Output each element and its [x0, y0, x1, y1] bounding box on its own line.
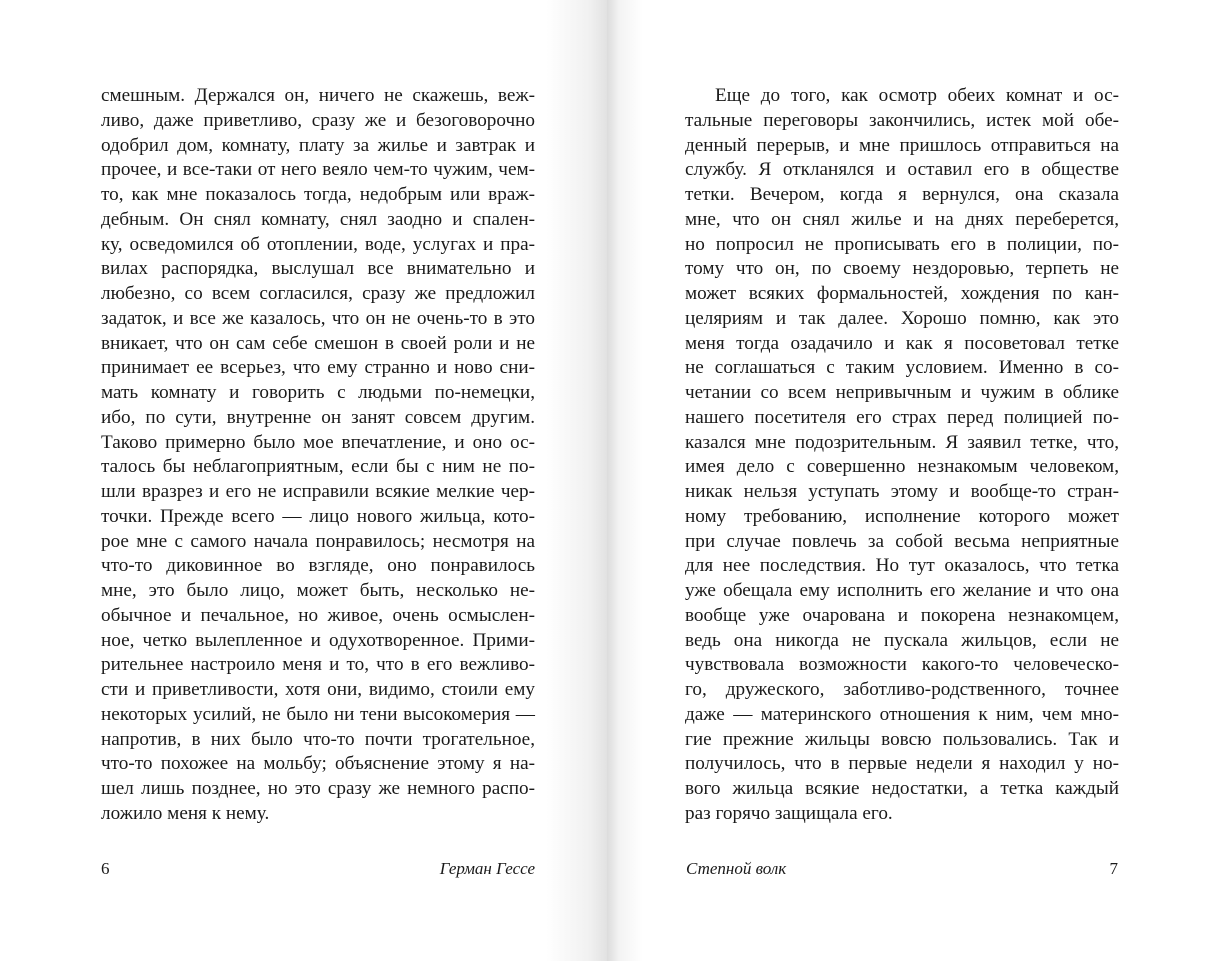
text-line: точки. Прежде всего — лицо нового жильца, кото- [101, 505, 535, 527]
text-line: четании со всем непривычным и чужим в облике [685, 382, 1119, 403]
text-line: смешным. Держался он, ничего не скажешь, веж- [101, 85, 535, 106]
right-page-body [685, 84, 1119, 827]
text-line: рое мне с самого начала понравилось; несмотря на [101, 530, 535, 552]
text-line: некоторых усилий, не было ни тени высокомерия — [101, 703, 535, 725]
text-line: мне, это было лицо, может быть, несколько не- [101, 580, 535, 601]
left-page-number: 6 [101, 859, 110, 878]
text-line: казался мне подозрительным. Я заявил тетке, что, [685, 431, 1119, 453]
text-line: при случае повлечь за собой весьма неприятные [685, 530, 1119, 552]
text-line: вообще уже очарована и покорена незнакомцем, [685, 604, 1119, 626]
text-line: мне, что он снял жилье и на днях переберется, [685, 208, 1119, 230]
text-line: что-то похожее на мольбу; объяснение этому я на- [101, 753, 535, 775]
text-line: для нее последствия. Но тут оказалось, что тетка [685, 555, 1119, 577]
text-line: получилось, что в первые недели я находил у но- [685, 753, 1119, 775]
text-line: тальные переговоры закончились, истек мой обе- [685, 109, 1119, 131]
text-line: нашего посетителя его страх перед полицией по- [685, 406, 1119, 428]
text-line: прочее, и все-таки от него веяло чем-то чужим, чем- [101, 159, 535, 181]
text-line: талось бы неблагоприятным, если бы с ним не по- [101, 456, 535, 478]
text-line: напротив, в них было что-то почти трогательное, [101, 728, 535, 750]
text-line: мать комнату и говорить с людьми по-немецки, [101, 382, 535, 403]
text-line: гие прежние жильцы вовсю пользовались. Так и [685, 728, 1119, 750]
text-line: обычное и печальное, но живое, очень осмыслен- [101, 604, 535, 626]
text-line: го, дружеского, заботливо-родственного, точнее [685, 679, 1119, 700]
text-line: принимает ее всерьез, что ему странно и ново сни- [101, 357, 535, 379]
text-line: тому что он, по своему нездоровью, терпеть не [685, 258, 1119, 280]
text-line: одобрил дом, комнату, плату за жилье и завтрак и [101, 134, 535, 156]
text-line: ливо, даже приветливо, сразу же и безоговорочно [101, 109, 535, 131]
text-line: раз горячо защищала его. [685, 802, 893, 824]
text-line: денный перерыв, и мне пришлось отправиться на [685, 134, 1119, 156]
text-line: не соглашаться с таким условием. Именно в со- [685, 357, 1119, 379]
text-line: имея дело с совершенно незнакомым человеком, [685, 456, 1119, 478]
text-line: но попросил не прописывать его в полиции, по- [685, 233, 1119, 255]
text-line: вого жильца всякие недостатки, а тетка каждый [685, 778, 1119, 799]
text-line: тетки. Вечером, когда я вернулся, она сказала [685, 184, 1119, 205]
text-line: может всяких формальностей, хождения по кан- [685, 283, 1119, 304]
text-line: Еще до того, как осмотр обеих комнат и ос- [715, 85, 1119, 106]
text-line: меня тогда озадачило и как я посоветовал тетке [685, 332, 1119, 354]
left-page-body [101, 84, 535, 827]
left-running-head: Герман Гессе [439, 859, 535, 878]
text-line: шел лишь позднее, но это сразу же немного распо- [101, 778, 535, 799]
text-line: никак нельзя уступать этому и вообще-то стран- [685, 481, 1119, 502]
text-line: ложило меня к нему. [101, 802, 270, 824]
text-line: сти и приветливости, хотя они, видимо, стоили ему [101, 679, 535, 700]
text-line: уже обещала ему исполнить его желание и что она [685, 580, 1119, 601]
text-line: что-то диковинное во взгляде, оно понравилось [101, 555, 535, 577]
right-page-number: 7 [1109, 859, 1118, 878]
text-line: вникает, что он сам себе смешон в своей роли и не [101, 332, 535, 354]
text-line: задаток, и все же казалось, что он не очень-то в это [101, 307, 535, 329]
text-line: чувствовала возможности какого-то человеческо- [685, 654, 1119, 676]
text-line: службу. Я откланялся и оставил его в обществе [685, 159, 1119, 181]
text-line: ибо, по сути, внутренне он занят совсем другим. [101, 406, 535, 428]
text-line: вилах распорядка, выслушал все внимательно и [101, 258, 535, 280]
text-line: дебным. Он снял комнату, снял заодно и спален- [101, 208, 535, 230]
text-line: ведь она никогда не пускала жильцов, если не [685, 629, 1119, 651]
text-line: то, как мне показалось тогда, недобрым или враж- [101, 184, 535, 205]
right-running-head: Степной волк [686, 859, 787, 878]
text-line: ное, четко вылепленное и одухотворенное. Прими- [101, 629, 535, 651]
text-line: ному требованию, исполнение которого может [685, 505, 1119, 527]
right-page [607, 0, 1214, 961]
text-line: целяриям и так далее. Хорошо помню, как это [685, 307, 1119, 329]
text-line: Таково примерно было мое впечатление, и оно ос- [101, 431, 535, 453]
text-line: любезно, со всем согласился, сразу же предложил [101, 283, 535, 304]
text-line: даже — материнского отношения к ним, чем мно- [685, 703, 1119, 725]
text-line: рительнее настроило меня и то, что в его вежливо- [101, 654, 535, 676]
text-line: ку, осведомился об отоплении, воде, услугах и пра- [101, 233, 535, 255]
text-line: шли вразрез и его не исправили всякие мелкие чер- [101, 481, 535, 502]
